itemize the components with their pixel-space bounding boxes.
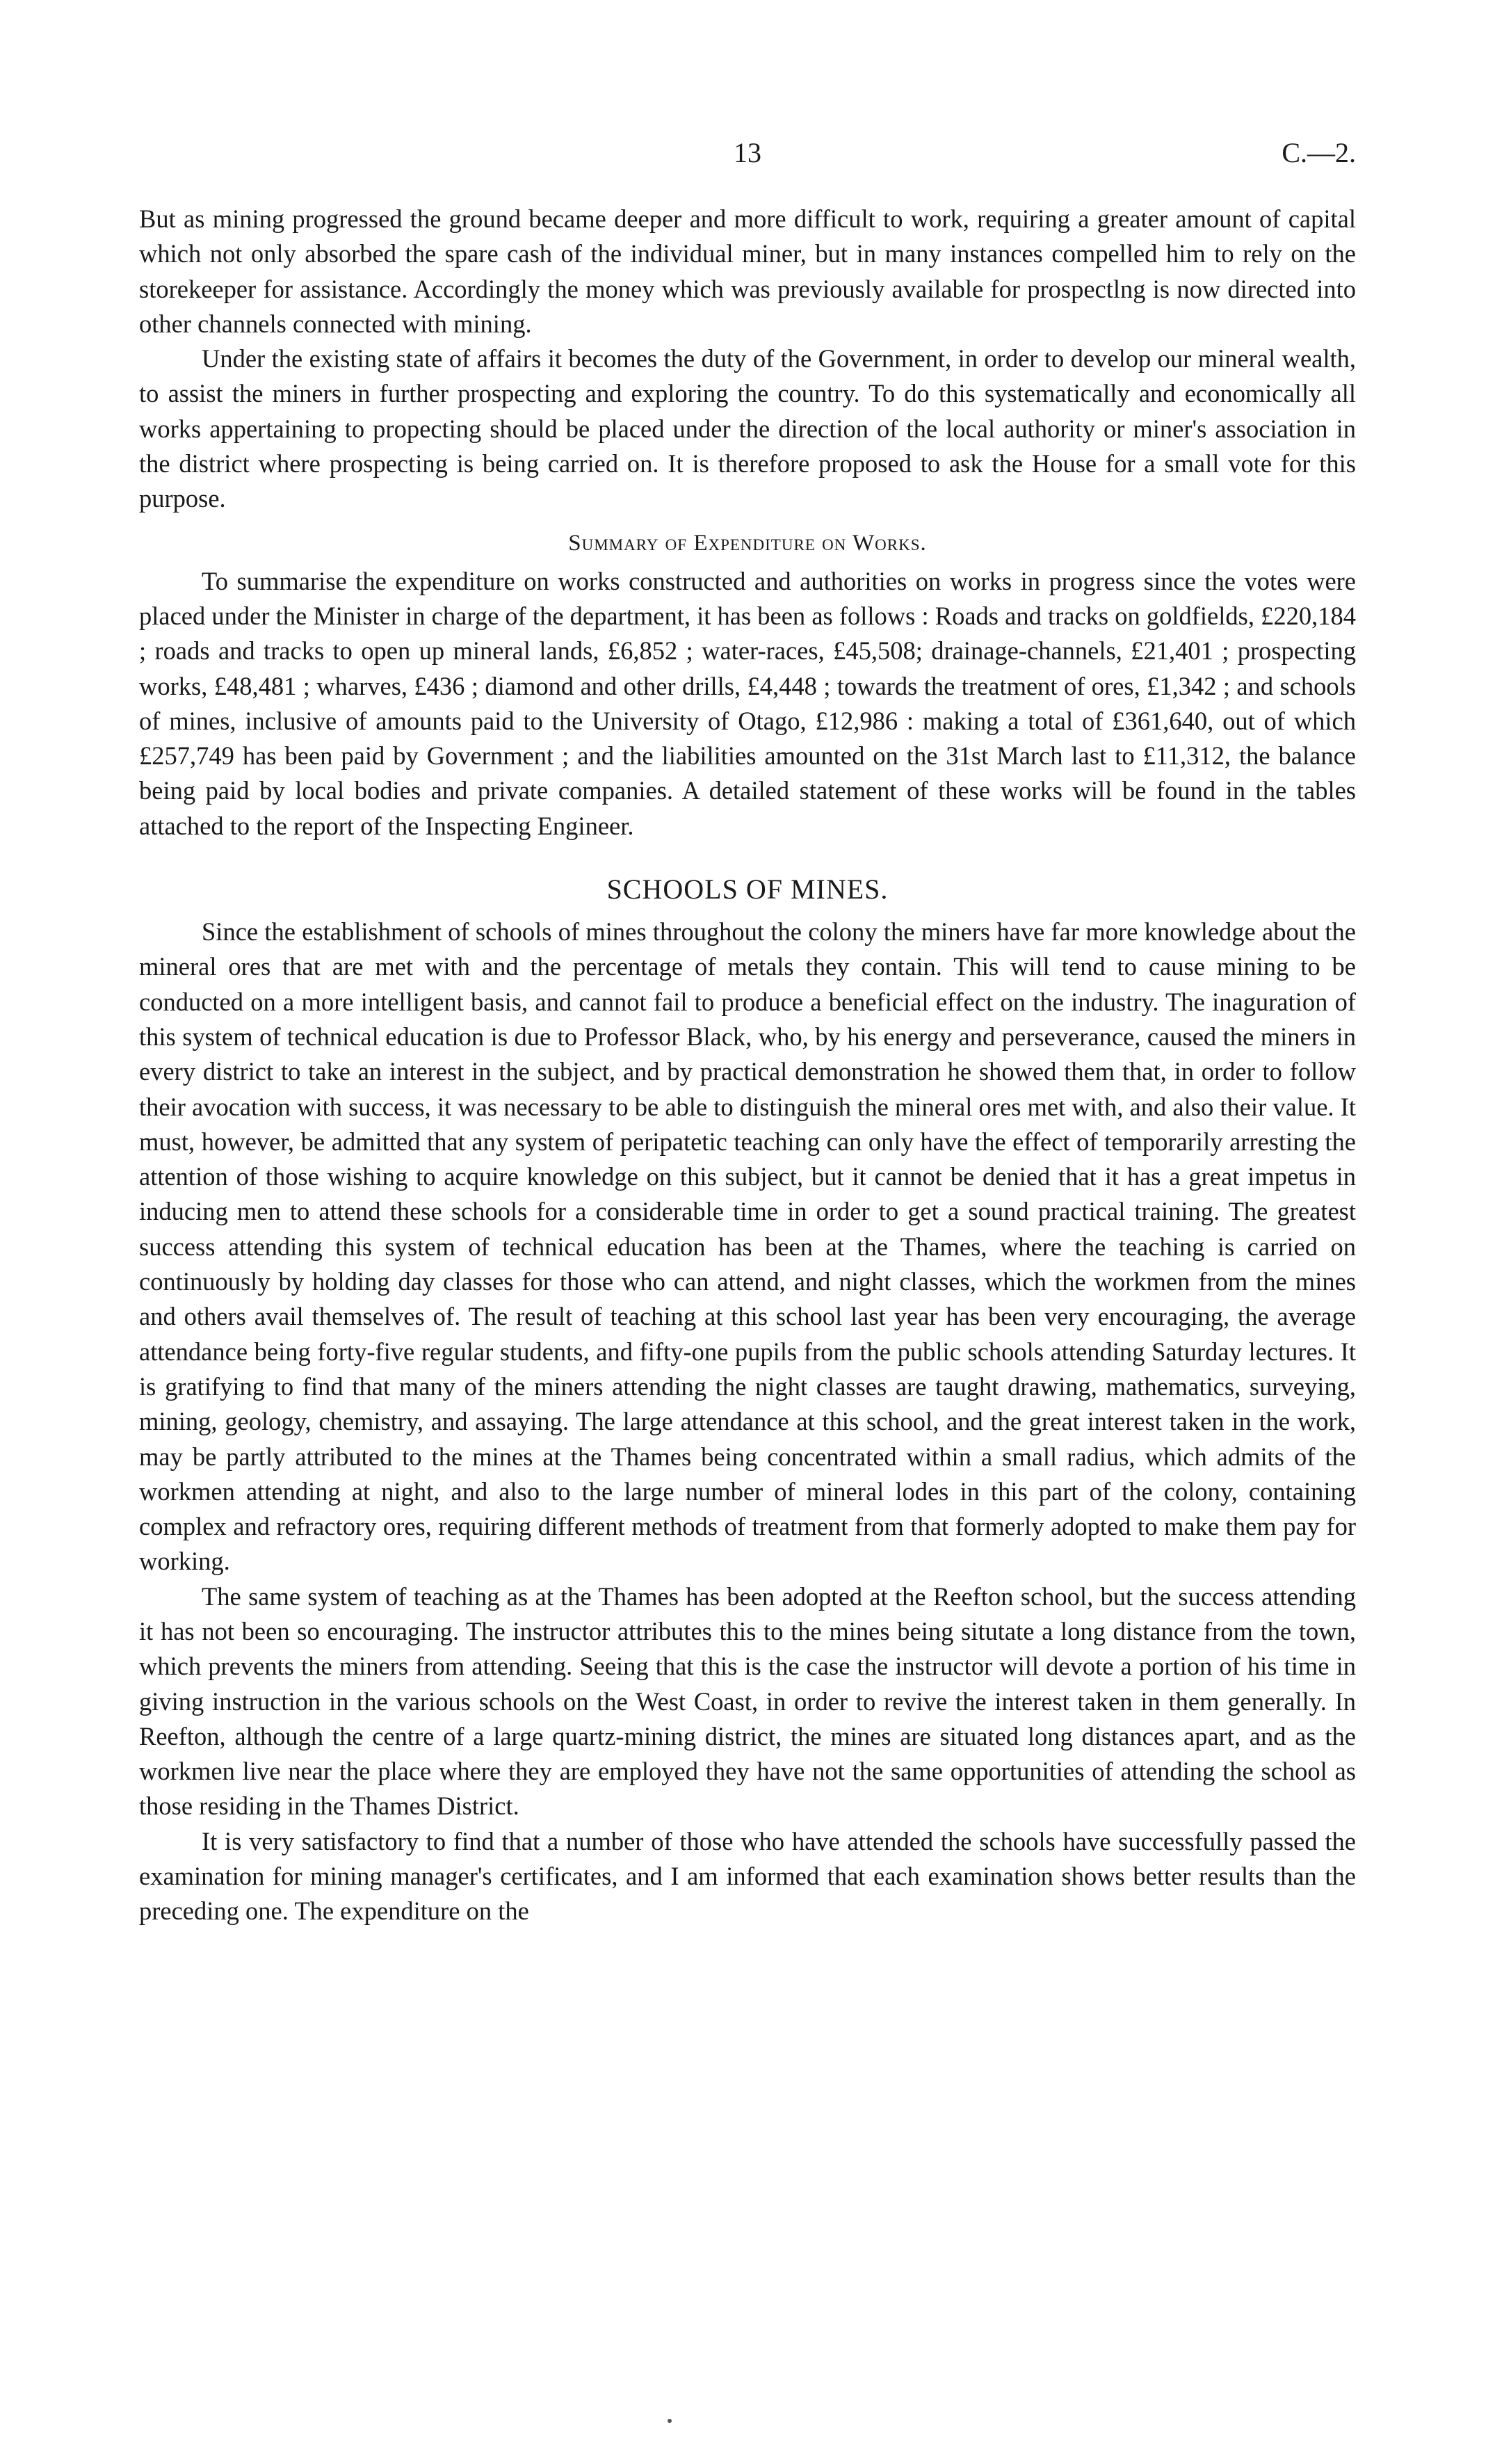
paragraph-expenditure-summary: To summarise the expenditure on works constructed and authorities on works in progress since the votes were placed under the Minister in charge of the department, it has been as follows : Roads and tracks on goldfields, £220,184 ; roads and tracks to open up mineral lands, £6,852 ; water-races, £45,508; drainage-channels, £21,401 ; prospecting works, £48,481 ; wharves, £436 ; diamond and other drills, £4,448 ; towards the treatment of ores, £1,342 ; and schools of mines, inclusive of amounts paid to the University of Otago, £12,986 : making a total of £361,640, out of which £257,749 has been paid by Government ; and the liabilities amounted on the 31st March last to £11,312, the balance being paid by local bodies and private companies. A detailed statement of these works will be found in the tables attached to the report of the Inspecting Engineer. — [139, 566, 1356, 840]
paragraph-certificates: It is very satisfactory to find that a number of those who have attended the schools have successfully passed the examination for mining manager's certificates, and I am informed that each examination shows better results than the preceding one. The expenditure on the — [139, 1826, 1356, 1926]
print-mark — [668, 2419, 672, 2423]
page-number: 13 — [734, 137, 761, 168]
document-reference: C.—2. — [1282, 137, 1356, 168]
paragraph-government-duty: Under the existing state of affairs it becomes the duty of the Government, in order to develop our mineral wealth, to assist the miners in further prospecting and exploring the country. To do this systematically and economically all works appertaining to propecting should be placed under the direction of the local authority or miner's association in the district where prospecting is being carried on. It is therefore proposed to ask the House for a small vote for this purpose. — [139, 344, 1356, 513]
paragraph-schools-establishment: Since the establishment of schools of mines throughout the colony the miners have far more knowledge about the mineral ores that are met with and the percentage of metals they contain. This will tend to cause mining to be conducted on a more intelligent basis, and cannot fail to produce a beneficial effect on the industry. The inaguration of this system of technical education is due to Professor Black, who, by his energy and perseverance, caused the miners in every district to take an interest in the subject, and by practical demonstration he showed them that, in order to follow their avocation with success, it was necessary to be able to distinguish the mineral ores met with, and also their value. It must, however, be admitted that any system of peripatetic teaching can only have the effect of temporarily arresting the attention of those wishing to acquire knowledge on this subject, but it cannot be denied that it has a great impetus in inducing men to attend these schools for a considerable time in order to get a sound practical training. The greatest success attending this system of technical education has been at the Thames, where the teaching is carried on continuously by holding day classes for those who can attend, and night classes, which the workmen from the mines and others avail themselves of. The result of teaching at this school last year has been very encouraging, the average attendance being forty-five regular students, and fifty-one pupils from the public schools attending Saturday lectures. It is gratifying to find that many of the miners attending the night classes are taught drawing, mathematics, surveying, mining, geology, chemistry, and assaying. The large attendance at this school, and the great interest taken in the work, may be partly attributed to the mines at the Thames being concentrated within a small radius, which admits of the workmen attending at night, and also to the large number of mineral lodes in this part of the colony, containing complex and refractory ores, requiring different methods of treatment from that formerly adopted to make them pay for working. — [139, 917, 1356, 1576]
heading-schools-of-mines: SCHOOLS OF MINES. — [606, 873, 889, 905]
page-header — [139, 136, 1356, 178]
paragraph-reefton-school: The same system of teaching as at the Thames has been adopted at the Reefton school, but the success attending it has not been so encouraging. The instructor attributes this to the mines being situtate a long distance from the town, which prevents the miners from attending. Seeing that this is the case the instructor will devote a portion of his time in giving instruction in the various schools on the West Coast, in order to revive the interest taken in them generally. In Reefton, although the centre of a large quartz-mining district, the mines are situated long distances apart, and as the workmen live near the place where they are employed they have not the same opportunities of attending the school as those residing in the Thames District. — [139, 1581, 1356, 1821]
heading-summary-of-expenditure: Summary of Expenditure on Works. — [568, 530, 927, 556]
page-body — [139, 202, 1356, 1929]
paragraph-mining-progress: But as mining progressed the ground became deeper and more difficult to work, requiring a greater amount of capital which not only absorbed the spare cash of the individual miner, but in many instances compelled him to rely on the storekeeper for assistance. Accordingly the money which was previously available for prospectlng is now directed into other channels connected with mining. — [139, 204, 1356, 338]
